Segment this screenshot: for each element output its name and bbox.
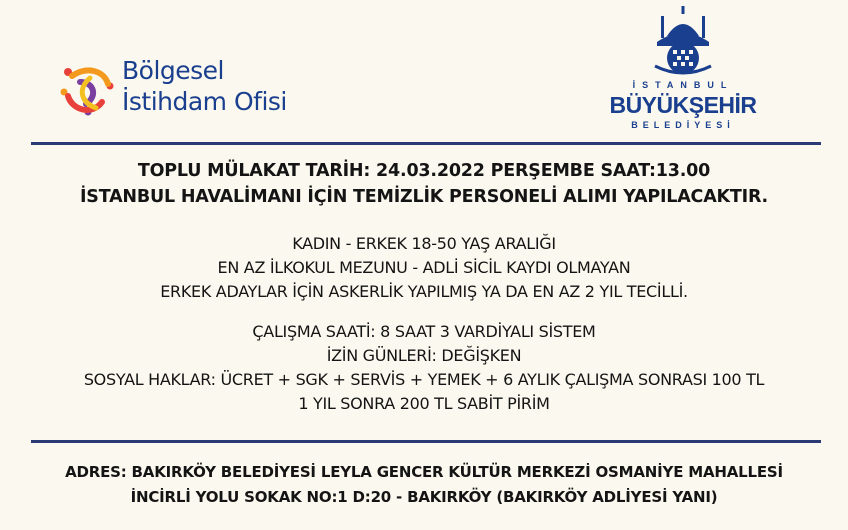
headline — [0, 158, 848, 210]
address-line-2: İNCİRLİ YOLU SOKAK NO:1 D:20 - BAKIRKÖY (BAKIRKÖY ADLİYESİ YANI) — [130, 488, 718, 506]
istanbul-buyuksehir-logo — [588, 6, 778, 134]
work-conditions — [0, 320, 848, 416]
requirement-line: ERKEK ADAYLAR İÇİN ASKERLİK YAPILMIŞ YA DA EN AZ 2 YIL TECİLLİ. — [160, 282, 688, 301]
requirement-line: EN AZ İLKOKUL MEZUNU - ADLİ SİCİL KAYDI OLMAYAN — [217, 258, 631, 277]
address-line-1: ADRES: BAKIRKÖY BELEDİYESİ LEYLA GENCER KÜLTÜR MERKEZİ OSMANİYE MAHALLESİ — [65, 463, 783, 481]
bio-logo-line2: İstihdam Ofisi — [122, 87, 287, 116]
ibb-logo-main-text: BÜYÜKŞEHİR — [609, 92, 757, 118]
address — [0, 460, 848, 510]
requirement-line: KADIN - ERKEK 18-50 YAŞ ARALIĞI — [292, 234, 556, 253]
top-divider — [31, 142, 821, 145]
ibb-emblem-icon — [651, 6, 715, 76]
bio-logo-text — [122, 56, 287, 114]
ibb-logo-bottom-text: BELEDİYESİ — [631, 120, 735, 130]
work-condition-line: ÇALIŞMA SAATİ: 8 SAAT 3 VARDİYALI SİSTEM — [252, 322, 596, 341]
work-condition-line: SOSYAL HAKLAR: ÜCRET + SGK + SERVİS + YEMEK + 6 AYLIK ÇALIŞMA SONRASI 100 TL — [83, 370, 765, 389]
header — [0, 0, 848, 140]
bottom-divider — [31, 440, 821, 443]
bio-logo-line1: Bölgesel — [122, 56, 224, 85]
requirements — [0, 232, 848, 304]
bio-logo-mark-icon — [58, 62, 118, 118]
work-condition-line: 1 YIL SONRA 200 TL SABİT PİRİM — [298, 394, 550, 413]
bolgesel-istihdam-ofisi-logo — [58, 56, 338, 126]
headline-line-1: TOPLU MÜLAKAT TARİH: 24.03.2022 PERŞEMBE SAAT:13.00 — [137, 161, 711, 181]
work-condition-line: İZİN GÜNLERİ: DEĞİŞKEN — [326, 346, 522, 365]
headline-line-2: İSTANBUL HAVALİMANI İÇİN TEMİZLİK PERSONELİ ALIMI YAPILACAKTIR. — [79, 187, 768, 207]
ibb-logo-top-text: İSTANBUL — [632, 80, 734, 90]
